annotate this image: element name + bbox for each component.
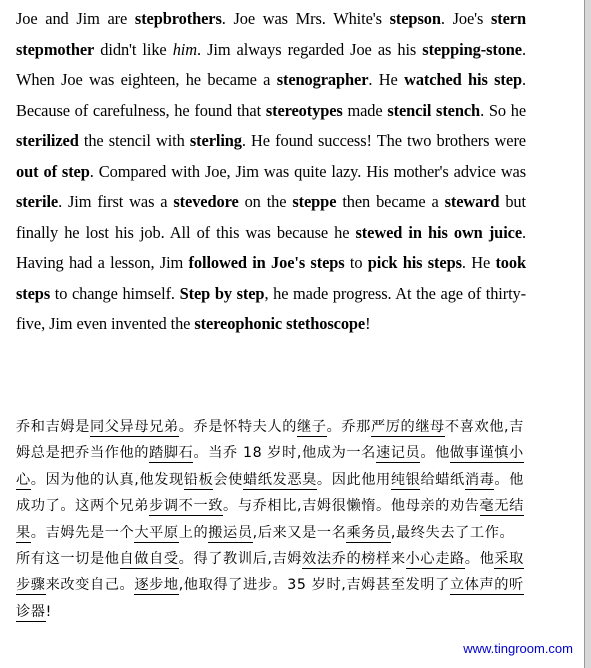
chinese-text: 。他 xyxy=(464,551,495,568)
chinese-text: 来 xyxy=(390,551,406,568)
chinese-text: 。乔那 xyxy=(326,419,371,435)
english-text: to change himself. xyxy=(50,283,180,303)
english-keyword: stevedore xyxy=(173,192,239,211)
english-keyword: steward xyxy=(444,192,500,211)
scrollbar[interactable] xyxy=(585,0,591,668)
chinese-keyword: 效法乔的榜样 xyxy=(302,551,391,568)
chinese-text: 乔和吉姆是 xyxy=(16,419,90,435)
chinese-text: 来改变自己。 xyxy=(45,577,135,594)
chinese-text: 。因为他的认真,他发现 xyxy=(30,471,184,488)
english-text: ! xyxy=(365,314,371,333)
chinese-keyword: 自做自受 xyxy=(119,551,179,568)
chinese-keyword: 做事谨慎小心 xyxy=(16,445,524,488)
chinese-keyword: 逐步地 xyxy=(134,577,179,594)
chinese-text: 。乔是怀特夫人的 xyxy=(178,419,297,435)
english-text: to xyxy=(344,253,368,272)
chinese-text: 。因此他用 xyxy=(316,471,391,488)
english-keyword: stern stepmother xyxy=(16,9,526,59)
chinese-text: 给蜡纸 xyxy=(420,471,465,488)
english-text: but finally he lost his job. All of this was because he xyxy=(16,192,526,242)
chinese-text: 。他成功了。这两个兄弟 xyxy=(16,471,524,515)
english-text: . He xyxy=(368,70,405,89)
english-text: . He found success! The two brothers were xyxy=(241,131,526,150)
english-paragraph xyxy=(16,4,526,340)
english-keyword: took steps xyxy=(16,253,527,303)
english-text: the stencil with xyxy=(78,131,190,150)
english-keyword: stepson xyxy=(389,9,441,28)
english-text: made xyxy=(342,100,388,120)
english-text: didn't like xyxy=(94,39,173,59)
chinese-keyword: 严厉的继母 xyxy=(370,419,445,435)
english-keyword: out of step xyxy=(16,161,90,181)
chinese-keyword: 搬运员 xyxy=(208,524,253,541)
chinese-keyword: 大平原 xyxy=(134,524,179,541)
chinese-keyword: 毫无结果 xyxy=(16,498,524,541)
chinese-text: 。吉姆先是一个 xyxy=(30,524,135,541)
english-text: then became a xyxy=(336,192,445,211)
chinese-keyword: 立体声的听诊器 xyxy=(16,577,524,620)
chinese-text: 。得了教训后,吉姆 xyxy=(178,551,303,568)
chinese-text: 。与乔相比,吉姆很懒惰。他母亲的劝告 xyxy=(223,498,480,515)
english-keyword: stereotypes xyxy=(265,100,343,120)
english-text: . So he xyxy=(480,100,526,120)
chinese-text: 上的 xyxy=(178,524,209,541)
english-text: . Having had a lesson, Jim xyxy=(16,222,526,272)
chinese-text: 。他 xyxy=(420,445,450,462)
watermark: www.tingroom.com xyxy=(463,641,573,656)
english-keyword: pick his steps xyxy=(367,253,462,272)
chinese-text: 不喜欢他,吉姆总是把乔当作他的 xyxy=(16,419,524,462)
chinese-text: ,他取得了进步。35 岁时,吉姆甚至发明了 xyxy=(178,577,450,594)
english-keyword: sterling xyxy=(189,131,242,150)
english-text: him xyxy=(172,39,197,59)
english-text: . Compared with Joe, Jim was quite lazy. His mother's advice was xyxy=(89,161,527,181)
english-keyword: stewed in his own juice xyxy=(355,222,522,242)
chinese-text: ! xyxy=(45,603,52,620)
english-keyword: watched his step xyxy=(404,70,522,89)
chinese-text: ,最终失去了工作。所有这一切是他 xyxy=(16,524,515,568)
chinese-keyword: 继子 xyxy=(297,419,327,435)
chinese-keyword: 同父异母兄弟 xyxy=(89,419,179,435)
chinese-keyword: 速记员 xyxy=(375,445,421,462)
english-text: . Because of carefulness, he found that xyxy=(16,70,526,120)
english-keyword: sterilized xyxy=(16,131,79,150)
chinese-text: ,后来又是一名 xyxy=(252,524,347,541)
chinese-keyword: 铅板 xyxy=(183,471,214,488)
english-text: , he made progress. At the age of thirty-five, Jim even invented the xyxy=(16,283,527,333)
english-keyword: stepping-stone xyxy=(422,39,522,59)
english-keyword: stenographer xyxy=(276,70,369,89)
english-text: . When Joe was eighteen, he became a xyxy=(16,39,526,89)
chinese-keyword: 采取步骤 xyxy=(16,551,524,594)
chinese-keyword: 步调不一致 xyxy=(149,498,224,515)
chinese-keyword: 纯银 xyxy=(390,471,421,488)
chinese-keyword: 蜡纸发恶臭 xyxy=(242,471,317,488)
english-keyword: Step by step xyxy=(179,283,265,303)
chinese-text: 。当乔 18 岁时,他成为一名 xyxy=(193,445,376,462)
english-keyword: steppe xyxy=(292,192,337,211)
chinese-paragraph xyxy=(16,414,528,625)
english-text: . Jim always regarded Joe as his xyxy=(197,39,423,59)
chinese-keyword: 消毒 xyxy=(464,471,495,488)
english-keyword: sterile xyxy=(16,192,59,211)
chinese-text: 会使 xyxy=(213,471,243,488)
english-keyword: stereophonic stethoscope xyxy=(194,314,366,333)
english-text: . He xyxy=(461,253,496,272)
chinese-keyword: 乘务员 xyxy=(346,524,391,541)
english-keyword: followed in Joe's steps xyxy=(188,253,345,272)
english-text: on the xyxy=(238,192,293,211)
chinese-keyword: 踏脚石 xyxy=(149,445,194,462)
english-text: . Jim first was a xyxy=(58,192,174,211)
english-text: . Joe's xyxy=(440,9,491,28)
english-text: . Joe was Mrs. White's xyxy=(221,9,390,28)
english-keyword: stepbrothers xyxy=(134,9,222,28)
english-keyword: stencil stench xyxy=(387,100,481,120)
chinese-keyword: 小心走路 xyxy=(405,551,465,568)
english-text: Joe and Jim are xyxy=(16,9,135,28)
